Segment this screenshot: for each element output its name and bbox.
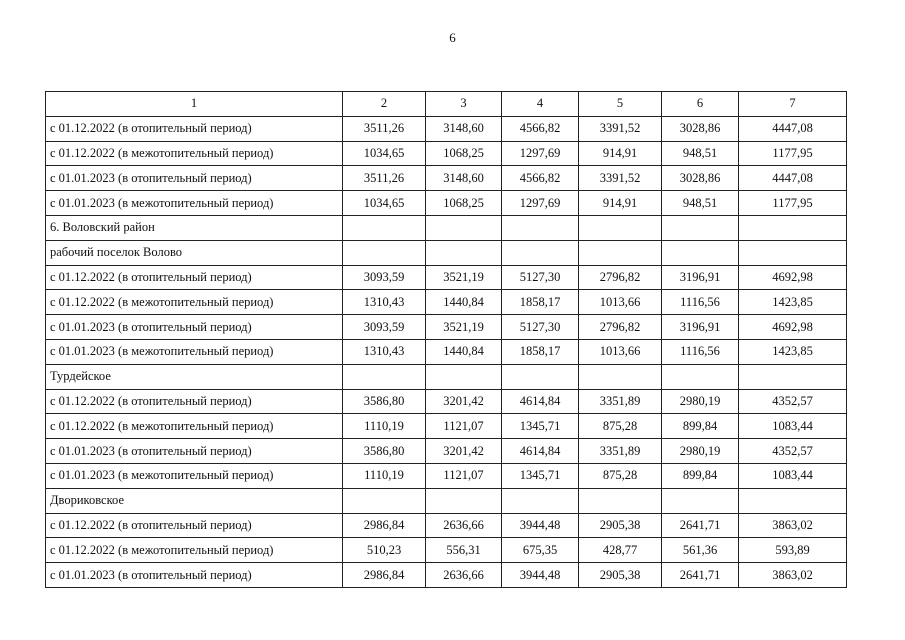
value-cell: 875,28: [579, 414, 662, 439]
value-cell: 948,51: [662, 141, 739, 166]
value-cell: [739, 364, 847, 389]
value-cell: 4447,08: [739, 166, 847, 191]
value-cell: 2796,82: [579, 265, 662, 290]
row-label-cell: с 01.12.2022 (в отопительный период): [46, 265, 343, 290]
table-row: [46, 315, 847, 340]
value-cell: [343, 215, 426, 240]
value-cell: 1116,56: [662, 339, 739, 364]
table-row: [46, 339, 847, 364]
value-cell: 1116,56: [662, 290, 739, 315]
value-cell: [579, 215, 662, 240]
value-cell: 4614,84: [502, 389, 579, 414]
table-row: [46, 414, 847, 439]
value-cell: 2636,66: [426, 513, 502, 538]
value-cell: 3148,60: [426, 116, 502, 141]
value-cell: 1423,85: [739, 339, 847, 364]
header-cell: 4: [502, 92, 579, 117]
value-cell: 1310,43: [343, 339, 426, 364]
value-cell: 1121,07: [426, 463, 502, 488]
row-label-cell: с 01.12.2022 (в отопительный период): [46, 513, 343, 538]
value-cell: 3521,19: [426, 265, 502, 290]
value-cell: 1034,65: [343, 191, 426, 216]
value-cell: [426, 488, 502, 513]
table-row: [46, 166, 847, 191]
value-cell: 1068,25: [426, 141, 502, 166]
value-cell: 4566,82: [502, 166, 579, 191]
value-cell: 3351,89: [579, 439, 662, 464]
value-cell: 2636,66: [426, 563, 502, 588]
value-cell: 5127,30: [502, 265, 579, 290]
value-cell: 3201,42: [426, 389, 502, 414]
row-label-cell: с 01.12.2022 (в межотопительный период): [46, 290, 343, 315]
value-cell: 1083,44: [739, 414, 847, 439]
value-cell: 3028,86: [662, 116, 739, 141]
value-cell: 510,23: [343, 538, 426, 563]
value-cell: 4566,82: [502, 116, 579, 141]
value-cell: 3391,52: [579, 166, 662, 191]
value-cell: 1121,07: [426, 414, 502, 439]
header-cell: 6: [662, 92, 739, 117]
row-label-cell: с 01.01.2023 (в межотопительный период): [46, 463, 343, 488]
value-cell: 5127,30: [502, 315, 579, 340]
value-cell: 1345,71: [502, 463, 579, 488]
value-cell: [343, 364, 426, 389]
value-cell: 2905,38: [579, 563, 662, 588]
value-cell: [579, 240, 662, 265]
row-label-cell: с 01.01.2023 (в отопительный период): [46, 563, 343, 588]
value-cell: 1310,43: [343, 290, 426, 315]
table-row: [46, 389, 847, 414]
value-cell: [426, 240, 502, 265]
value-cell: [502, 240, 579, 265]
value-cell: 1858,17: [502, 290, 579, 315]
value-cell: 914,91: [579, 191, 662, 216]
value-cell: [579, 488, 662, 513]
table-row: [46, 364, 847, 389]
row-label-cell: с 01.01.2023 (в межотопительный период): [46, 339, 343, 364]
value-cell: 2986,84: [343, 563, 426, 588]
value-cell: 1034,65: [343, 141, 426, 166]
row-label-cell: с 01.01.2023 (в межотопительный период): [46, 191, 343, 216]
value-cell: 3944,48: [502, 513, 579, 538]
header-cell: 2: [343, 92, 426, 117]
value-cell: 3196,91: [662, 315, 739, 340]
tariff-table: [45, 91, 847, 588]
value-cell: 1297,69: [502, 191, 579, 216]
value-cell: 3863,02: [739, 563, 847, 588]
value-cell: [343, 240, 426, 265]
row-label-cell: с 01.12.2022 (в отопительный период): [46, 389, 343, 414]
value-cell: 3148,60: [426, 166, 502, 191]
value-cell: [426, 364, 502, 389]
table-row: [46, 290, 847, 315]
value-cell: 2980,19: [662, 389, 739, 414]
row-label-cell: с 01.01.2023 (в отопительный период): [46, 166, 343, 191]
value-cell: 4614,84: [502, 439, 579, 464]
table-row: [46, 488, 847, 513]
value-cell: [662, 488, 739, 513]
value-cell: 2641,71: [662, 513, 739, 538]
value-cell: 3093,59: [343, 315, 426, 340]
value-cell: 875,28: [579, 463, 662, 488]
value-cell: 4352,57: [739, 389, 847, 414]
value-cell: 899,84: [662, 414, 739, 439]
value-cell: 3028,86: [662, 166, 739, 191]
table-row: [46, 141, 847, 166]
value-cell: [662, 364, 739, 389]
value-cell: [502, 215, 579, 240]
value-cell: 1440,84: [426, 339, 502, 364]
value-cell: [343, 488, 426, 513]
value-cell: 1345,71: [502, 414, 579, 439]
value-cell: [662, 240, 739, 265]
value-cell: 1013,66: [579, 290, 662, 315]
value-cell: 3944,48: [502, 563, 579, 588]
page-number: 6: [449, 30, 456, 45]
row-label-cell: с 01.01.2023 (в отопительный период): [46, 315, 343, 340]
value-cell: [739, 215, 847, 240]
value-cell: 2905,38: [579, 513, 662, 538]
header-cell: 3: [426, 92, 502, 117]
table-header-row: [46, 92, 847, 117]
value-cell: 2796,82: [579, 315, 662, 340]
table-row: [46, 538, 847, 563]
value-cell: [662, 215, 739, 240]
value-cell: [739, 240, 847, 265]
row-label-cell: с 01.12.2022 (в межотопительный период): [46, 414, 343, 439]
value-cell: 3093,59: [343, 265, 426, 290]
value-cell: 1177,95: [739, 141, 847, 166]
value-cell: 899,84: [662, 463, 739, 488]
value-cell: 3586,80: [343, 439, 426, 464]
value-cell: 1068,25: [426, 191, 502, 216]
value-cell: [502, 364, 579, 389]
value-cell: 3511,26: [343, 166, 426, 191]
table-row: [46, 265, 847, 290]
value-cell: 3351,89: [579, 389, 662, 414]
table-row: [46, 116, 847, 141]
table-row: [46, 563, 847, 588]
value-cell: 1423,85: [739, 290, 847, 315]
table-row: [46, 439, 847, 464]
value-cell: 3391,52: [579, 116, 662, 141]
row-label-cell: с 01.12.2022 (в межотопительный период): [46, 141, 343, 166]
value-cell: 4447,08: [739, 116, 847, 141]
value-cell: 1177,95: [739, 191, 847, 216]
value-cell: 1440,84: [426, 290, 502, 315]
value-cell: 3196,91: [662, 265, 739, 290]
value-cell: [739, 488, 847, 513]
value-cell: 1083,44: [739, 463, 847, 488]
row-label-cell: 6. Воловский район: [46, 215, 343, 240]
value-cell: 1013,66: [579, 339, 662, 364]
header-cell: 5: [579, 92, 662, 117]
value-cell: 1858,17: [502, 339, 579, 364]
value-cell: 3863,02: [739, 513, 847, 538]
header-cell: 1: [46, 92, 343, 117]
value-cell: 675,35: [502, 538, 579, 563]
value-cell: 1110,19: [343, 463, 426, 488]
table-row: [46, 463, 847, 488]
value-cell: [502, 488, 579, 513]
value-cell: 4692,98: [739, 315, 847, 340]
row-label-cell: с 01.01.2023 (в отопительный период): [46, 439, 343, 464]
value-cell: 556,31: [426, 538, 502, 563]
value-cell: 2980,19: [662, 439, 739, 464]
value-cell: 428,77: [579, 538, 662, 563]
row-label-cell: с 01.12.2022 (в отопительный период): [46, 116, 343, 141]
value-cell: 4692,98: [739, 265, 847, 290]
table-row: [46, 513, 847, 538]
row-label-cell: с 01.12.2022 (в межотопительный период): [46, 538, 343, 563]
header-cell: 7: [739, 92, 847, 117]
value-cell: 1297,69: [502, 141, 579, 166]
table-row: [46, 240, 847, 265]
value-cell: [426, 215, 502, 240]
table-row: [46, 191, 847, 216]
value-cell: 4352,57: [739, 439, 847, 464]
value-cell: 3586,80: [343, 389, 426, 414]
value-cell: 3201,42: [426, 439, 502, 464]
value-cell: 914,91: [579, 141, 662, 166]
value-cell: 593,89: [739, 538, 847, 563]
value-cell: 948,51: [662, 191, 739, 216]
value-cell: 2986,84: [343, 513, 426, 538]
value-cell: 1110,19: [343, 414, 426, 439]
row-label-cell: рабочий поселок Волово: [46, 240, 343, 265]
row-label-cell: Двориковское: [46, 488, 343, 513]
value-cell: 3511,26: [343, 116, 426, 141]
value-cell: [579, 364, 662, 389]
value-cell: 3521,19: [426, 315, 502, 340]
value-cell: 2641,71: [662, 563, 739, 588]
table-row: [46, 215, 847, 240]
row-label-cell: Турдейское: [46, 364, 343, 389]
value-cell: 561,36: [662, 538, 739, 563]
